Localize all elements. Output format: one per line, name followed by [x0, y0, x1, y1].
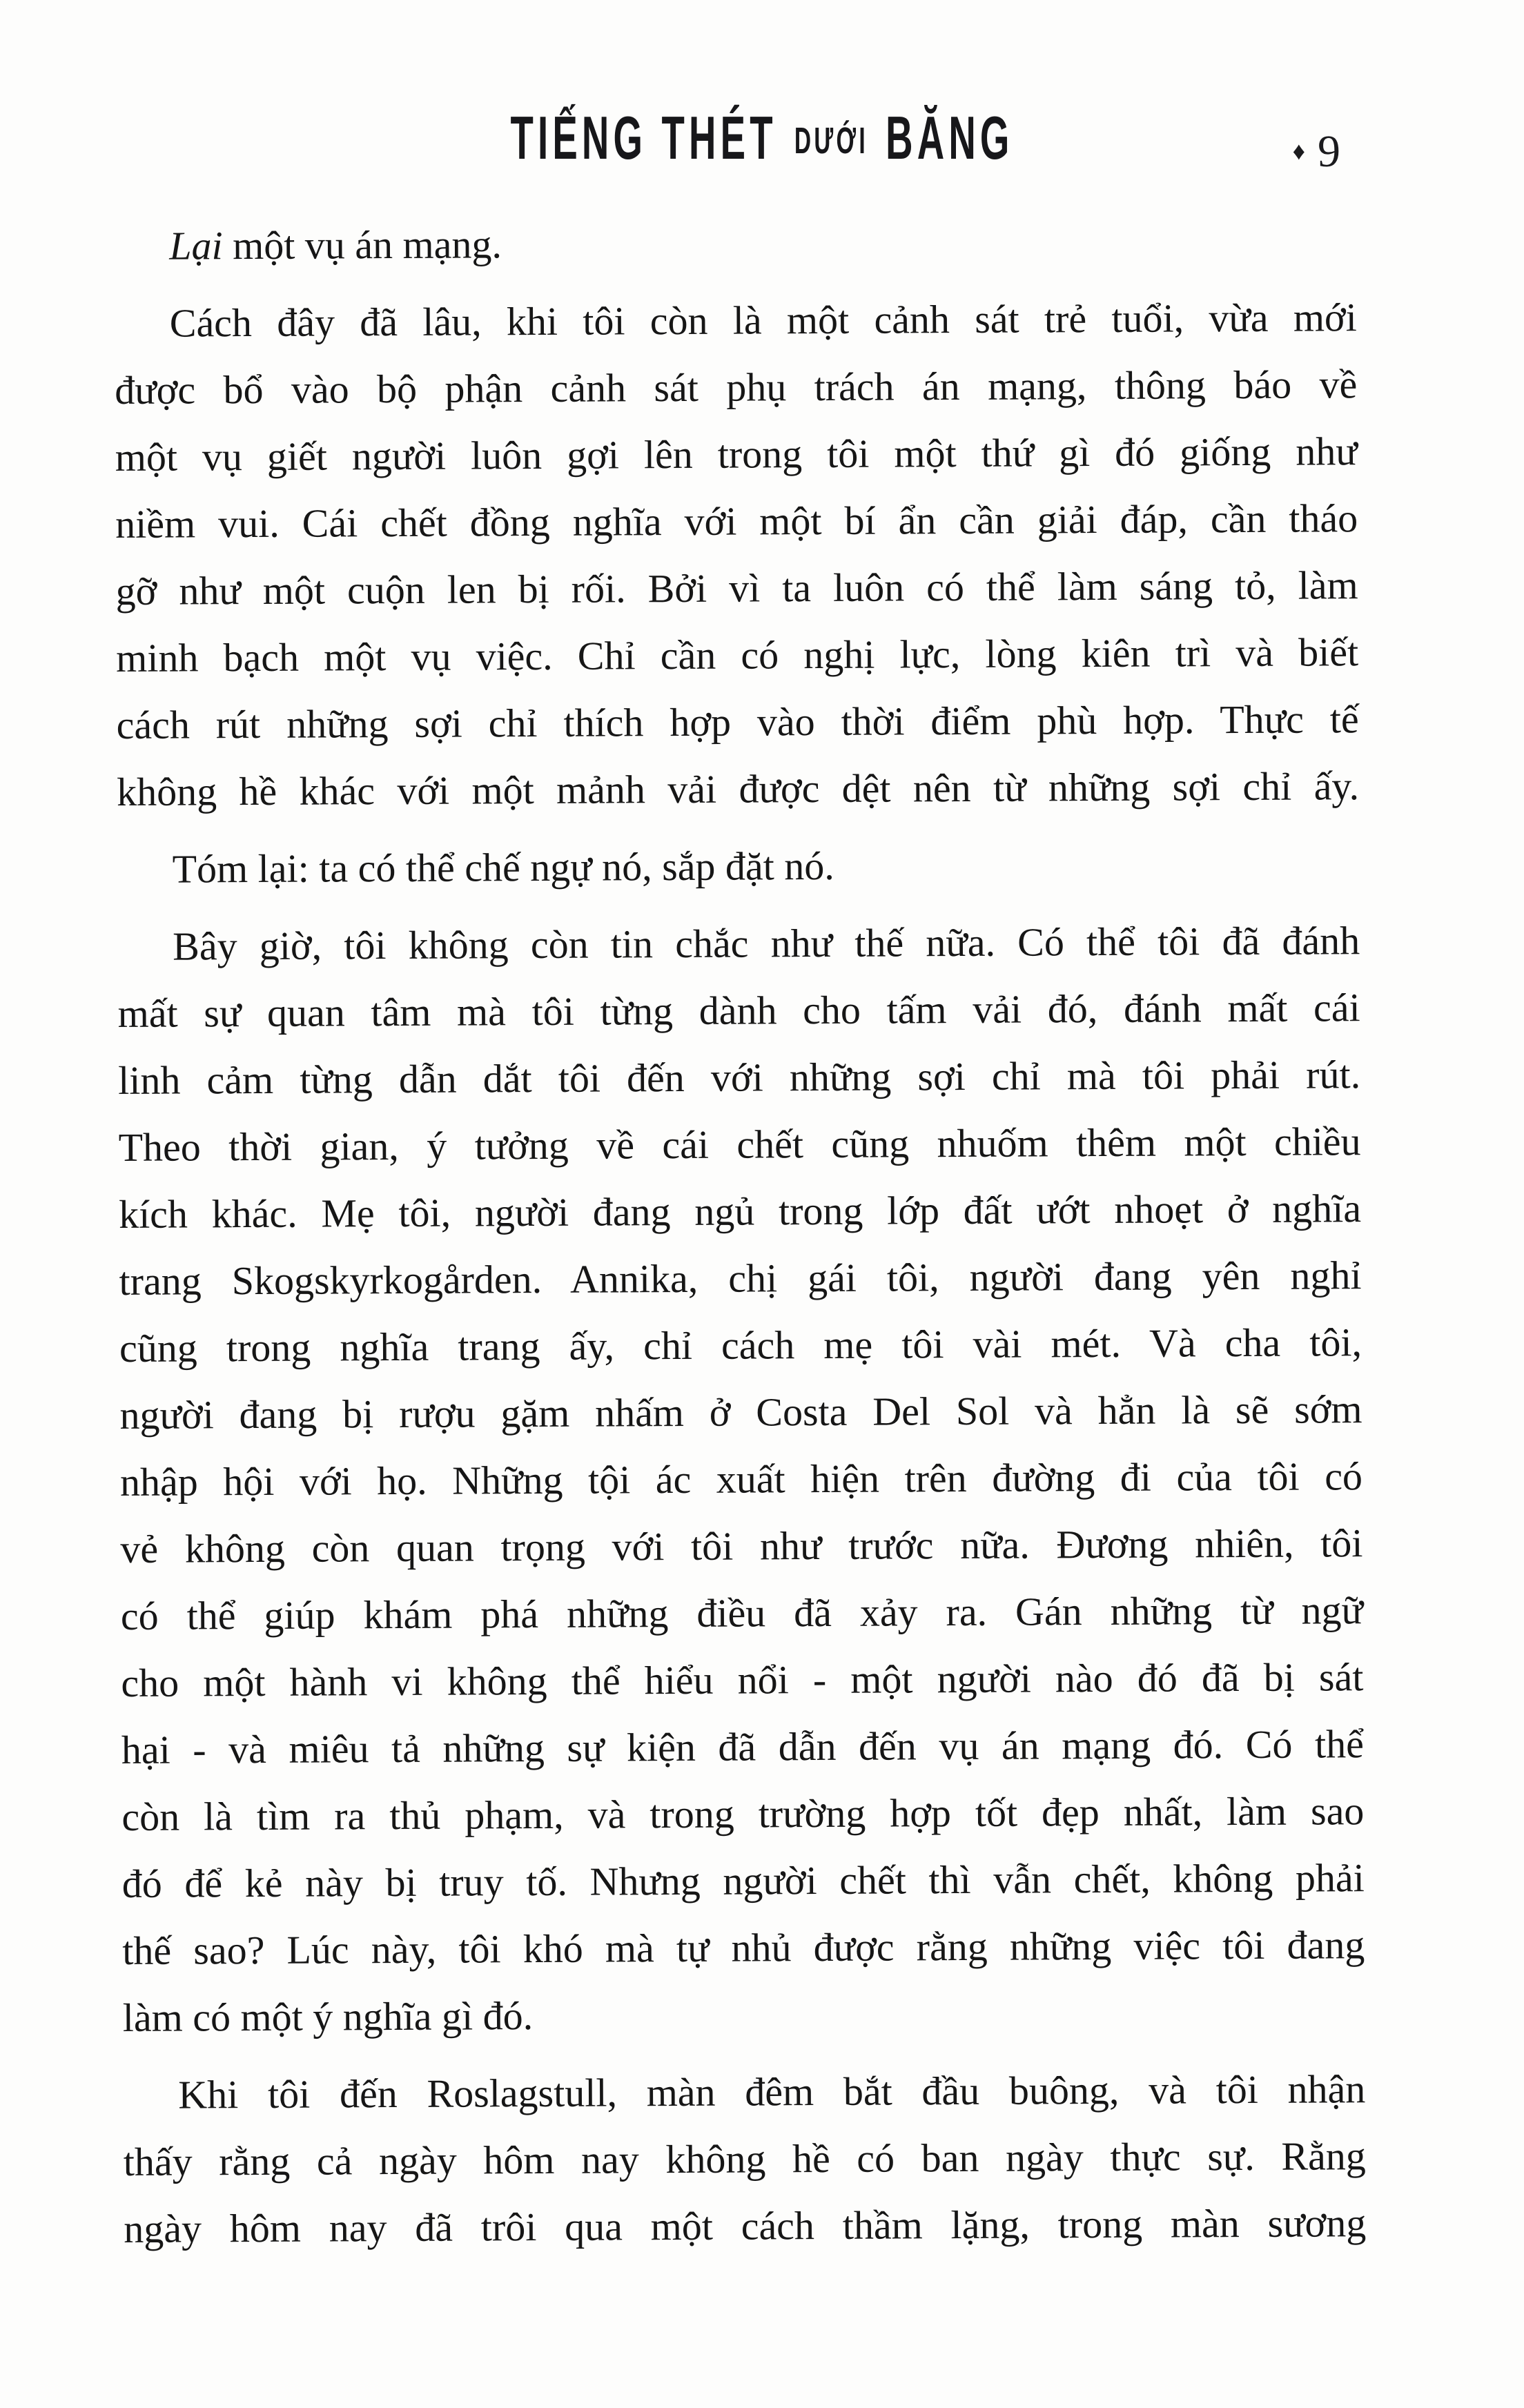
text-line — [114, 206, 1356, 280]
text-line: Tóm lại: ta có thể chế ngự nó, sắp đặt nó. — [172, 843, 834, 892]
text-line: còn là tìm ra thủ phạm, và trong trường hợp tốt đẹp nhất, làm sao — [121, 1788, 1365, 1839]
page-number-value: 9 — [1318, 126, 1340, 177]
text-line: nhập hội với họ. Những tội ác xuất hiện trên đường đi của tôi có — [119, 1453, 1363, 1505]
text-line: thấy rằng cả ngày hôm nay không hề có ban ngày thực sự. Rằng — [123, 2133, 1366, 2184]
text-line: Bây giờ, tôi không còn tin chắc như thế nữa. Có thể tôi đã đánh — [173, 918, 1360, 969]
text-line: Cách đây đã lâu, khi tôi còn là một cảnh sát trẻ tuổi, vừa mới — [169, 295, 1357, 346]
text-line: hại - và miêu tả những sự kiện đã dẫn đến vụ án mạng đó. Có thể — [121, 1721, 1365, 1772]
text-line: niềm vui. Cái chết đồng nghĩa với một bí ẩn cần giải đáp, cần tháo — [115, 496, 1358, 547]
diamond-bullet-icon: ♦ — [1292, 137, 1305, 165]
text-line: mất sự quan tâm mà tôi từng dành cho tấm vải đó, đánh mất cái — [117, 985, 1360, 1036]
text-line: người đang bị rượu gặm nhấm ở Costa Del Sol và hẳn là sẽ sớm — [119, 1387, 1362, 1438]
text-line: minh bạch một vụ việc. Chỉ cần có nghị lực, lòng kiên trì và biết — [115, 629, 1359, 681]
text-line: đó để kẻ này bị truy tố. Nhưng người chết thì vẫn chết, không phải — [121, 1855, 1365, 1906]
text-line: Khi tôi đến Roslagstull, màn đêm bắt đầu buông, và tôi nhận — [178, 2066, 1366, 2117]
title-part-1: TIẾNG THÉT — [510, 104, 777, 172]
text-line: không hề khác với một mảnh vải được dệt nên từ những sợi chỉ ấy. — [116, 763, 1360, 814]
title-part-2: DƯỚI — [794, 120, 869, 161]
text-line: thế sao? Lúc này, tôi khó mà tự nhủ được rằng những việc tôi đang — [122, 1922, 1365, 1973]
text-line: linh cảm từng dẫn dắt tôi đến với những sợi chỉ mà tôi phải rút. — [117, 1052, 1361, 1103]
text-line: cũng trong nghĩa trang ấy, chỉ cách mẹ tôi vài mét. Và cha tôi, — [119, 1320, 1362, 1371]
running-title — [510, 104, 1013, 175]
page-number — [1293, 128, 1340, 175]
text-line: một vụ giết người luôn gợi lên trong tôi một thứ gì đó giống như — [115, 429, 1358, 480]
text-line: cách rút những sợi chỉ thích hợp vào thời điểm phù hợp. Thực tế — [116, 696, 1359, 747]
text-line: vẻ không còn quan trọng với tôi như trước nữa. Đương nhiên, tôi — [120, 1520, 1363, 1572]
opening-line-rest: một vụ án mạng. — [222, 222, 502, 268]
text-line: được bổ vào bộ phận cảnh sát phụ trách án mạng, thông báo về — [115, 362, 1358, 413]
body-text — [114, 206, 1366, 2262]
text-line: ngày hôm nay đã trôi qua một cách thầm lặng, trong màn sương — [124, 2200, 1367, 2251]
text-line: Theo thời gian, ý tưởng về cái chết cũng nhuốm thêm một chiều — [118, 1119, 1361, 1170]
opening-italic-word: Lại — [169, 223, 223, 268]
text-line: trang Skogskyrkogården. Annika, chị gái tôi, người đang yên nghỉ — [119, 1253, 1362, 1304]
title-part-3: BĂNG — [886, 104, 1014, 172]
text-line: kích khác. Mẹ tôi, người đang ngủ trong lớp đất ướt nhoẹt ở nghĩa — [118, 1186, 1362, 1237]
text-line: có thể giúp khám phá những điều đã xảy ra. Gán những từ ngữ — [120, 1587, 1364, 1638]
text-line: làm có một ý nghĩa gì đó. — [122, 1993, 534, 2040]
text-line: gỡ như một cuộn len bị rối. Bởi vì ta luôn có thể làm sáng tỏ, làm — [115, 562, 1358, 614]
text-line: cho một hành vi không thể hiểu nổi - một người nào đó đã bị sát — [121, 1654, 1364, 1705]
page-header — [0, 104, 1524, 200]
